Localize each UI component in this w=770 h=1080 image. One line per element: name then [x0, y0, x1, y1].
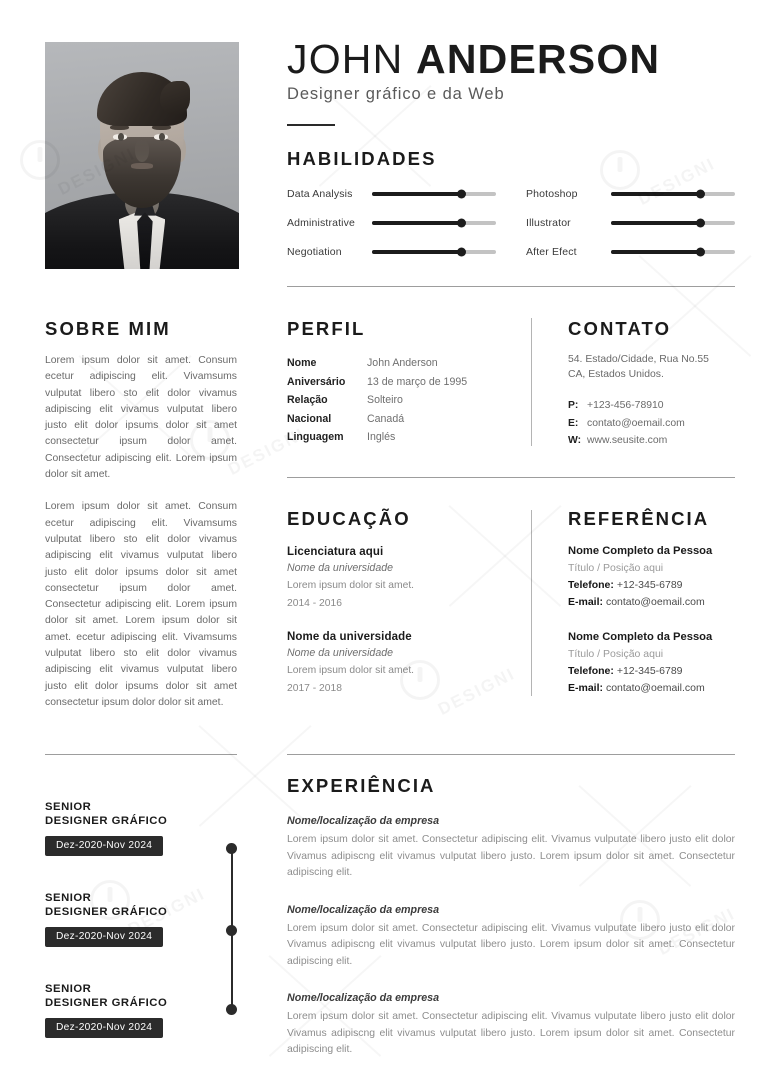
experience-company: Nome/localização da empresa — [287, 815, 440, 827]
skill-label: After Efect — [526, 246, 577, 258]
skill-bar — [611, 192, 735, 196]
timeline-entry — [45, 982, 240, 1038]
reference-phone — [568, 665, 753, 677]
education-description: Lorem ipsum dolor sit amet. — [287, 580, 415, 591]
contact-phone — [568, 397, 750, 415]
timeline-role-line-1: SENIOR — [45, 983, 92, 995]
timeline-dot — [226, 843, 237, 854]
address-line-1: 54. Estado/Cidade, Rua No.55 — [568, 354, 709, 365]
referencia-section — [568, 508, 753, 694]
portrait-illustration — [45, 42, 239, 269]
timeline-role-line-1: SENIOR — [45, 801, 92, 813]
skill-bar — [372, 221, 496, 225]
reference-phone-value: +12-345-6789 — [616, 665, 683, 677]
timeline-dot — [226, 925, 237, 936]
education-years: 2014 - 2016 — [287, 598, 342, 609]
contact-key: W: — [568, 435, 582, 446]
about-section — [45, 318, 237, 711]
experience-description: Lorem ipsum dolor sit amet. Consectetur adipiscing elit. Vivamus vulputate libero justo elit dolor Vivamus adipiscng elit vivamus vulputat libero justo. Lorem ipsum dolor sit amet. Consectetur adipiscing elit. — [287, 834, 735, 878]
first-name: JOHN — [287, 36, 404, 82]
divider-perfil-contato — [531, 318, 532, 446]
reference-email-label: E-mail: — [568, 682, 604, 694]
skill-marker — [457, 190, 466, 199]
perfil-row — [287, 428, 502, 447]
education-university: Nome da universidade — [287, 647, 393, 659]
perfil-heading: PERFIL — [287, 318, 366, 339]
experience-description: Lorem ipsum dolor sit amet. Consectetur adipiscing elit. Vivamus vulputate libero justo elit dolor Vivamus adipiscng elit vivamus vulputat libero justo. Lorem ipsum dolor sit amet. Consectetur adipiscing elit. — [287, 1011, 735, 1055]
timeline-role — [45, 891, 240, 919]
skills-section — [287, 148, 735, 258]
skill-item — [526, 217, 735, 229]
about-paragraph: Lorem ipsum dolor sit amet. Consum ecetur adipiscing elit. Vivamsums vulputat libero sto elit dolor vivamus adipiscing elit vivamus vulputat libero justo elit dolor ipsums dolor sit amet consectetur ipsum dolor amet. Consectetur adipiscing elit. Lorem ipsum dolor sit amet. Lorem ipsum dolor sit amet. ecetur adipiscing elit. Vivamsums vulputat libero sto elit dolor vivamus adipiscing elit vivamus vulputat libero justo elit dolor ipsums dolor sit amet consectetur ipsum dolor dolor sit amet. — [45, 501, 237, 708]
reference-name: Nome Completo da Pessoa — [568, 631, 713, 643]
last-name: ANDERSON — [416, 36, 661, 82]
skill-label: Photoshop — [526, 188, 578, 200]
divider-left-bottom — [45, 754, 237, 755]
contato-section — [568, 318, 750, 450]
education-entry — [287, 631, 502, 694]
contact-email — [568, 415, 750, 433]
skill-marker — [696, 219, 705, 228]
experiencia-heading: EXPERIÊNCIA — [287, 775, 436, 796]
perfil-row — [287, 373, 502, 392]
address-block — [568, 353, 750, 382]
experience-entry — [287, 992, 735, 1059]
timeline-role-line-2: DESIGNER GRÁFICO — [45, 906, 168, 918]
skill-item — [287, 246, 496, 258]
experience-description: Lorem ipsum dolor sit amet. Consectetur adipiscing elit. Vivamus vulputate libero justo elit dolor Vivamus adipiscng elit vivamus vulputat libero justo. Lorem ipsum dolor sit amet. Consectetur adipiscing elit. — [287, 922, 735, 967]
educacao-heading: EDUCAÇÃO — [287, 508, 411, 529]
skill-marker — [696, 190, 705, 199]
timeline-role-line-2: DESIGNER GRÁFICO — [45, 815, 168, 827]
skill-label: Illustrator — [526, 217, 571, 229]
contato-heading: CONTATO — [568, 318, 672, 339]
address-line-2: CA, Estados Unidos. — [568, 368, 664, 380]
reference-phone — [568, 579, 753, 591]
contact-value[interactable]: www.seusite.com — [587, 435, 668, 446]
skill-marker — [457, 219, 466, 228]
education-years: 2017 - 2018 — [287, 683, 342, 694]
timeline-entry — [45, 891, 240, 947]
reference-entry — [568, 631, 753, 694]
reference-role: Título / Posição aqui — [568, 562, 664, 574]
contact-key: E: — [568, 417, 579, 429]
reference-phone-label: Telefone: — [568, 579, 614, 591]
skills-grid — [287, 188, 735, 258]
perfil-key: Relação — [287, 394, 328, 406]
skill-item — [287, 188, 496, 200]
divider-top — [287, 286, 735, 287]
perfil-value: 13 de março de 1995 — [367, 375, 468, 388]
header-underline — [287, 124, 335, 126]
reference-name: Nome Completo da Pessoa — [568, 545, 713, 557]
education-university: Nome da universidade — [287, 562, 393, 574]
skill-bar — [372, 250, 496, 254]
skill-marker — [696, 248, 705, 257]
reference-email — [568, 596, 753, 608]
reference-email-value: contato@oemail.com — [605, 682, 705, 694]
perfil-value: Canadá — [367, 412, 405, 425]
about-paragraph: Lorem ipsum dolor sit amet. Consum ecetur adipiscing elit. Vivamsums vulputat libero sto elit dolor vivamus adipiscing elit vivamus vulputat libero justo elit dolor ipsums dolor sit amet consectetur ipsum dolor amet. Consectetur adipiscing elit. Lorem ipsum dolor sit amet. — [45, 355, 237, 481]
perfil-row — [287, 410, 502, 429]
perfil-key: Linguagem — [287, 431, 344, 443]
perfil-key: Nome — [287, 357, 317, 369]
reference-email-label: E-mail: — [568, 596, 604, 608]
about-heading: SOBRE MIM — [45, 318, 171, 339]
reference-email — [568, 682, 753, 694]
timeline-role — [45, 982, 240, 1010]
timeline-roles — [45, 800, 240, 1038]
skills-heading: HABILIDADES — [287, 148, 437, 169]
perfil-value: Inglés — [367, 431, 396, 443]
timeline-role — [45, 800, 240, 828]
perfil-row — [287, 354, 502, 373]
education-description: Lorem ipsum dolor sit amet. — [287, 665, 415, 676]
reference-entry — [568, 545, 753, 608]
timeline-period-badge: Dez-2020-Nov 2024 — [45, 836, 163, 856]
timeline-period-badge: Dez-2020-Nov 2024 — [45, 1018, 163, 1038]
timeline-period-badge: Dez-2020-Nov 2024 — [45, 927, 163, 947]
perfil-section — [287, 318, 502, 447]
perfil-key: Aniversário — [287, 375, 346, 388]
timeline-role-line-1: SENIOR — [45, 892, 92, 904]
reference-phone-value: +12-345-6789 — [616, 579, 683, 591]
reference-email-value: contato@oemail.com — [605, 596, 705, 608]
perfil-row — [287, 391, 502, 410]
divider-right-bottom — [287, 754, 735, 755]
experience-entry — [287, 904, 735, 971]
skill-label: Data Analysis — [287, 188, 353, 200]
contact-key: P: — [568, 400, 579, 411]
experience-company: Nome/localização da empresa — [287, 992, 440, 1004]
skill-marker — [457, 248, 466, 257]
contact-value[interactable]: contato@oemail.com — [587, 417, 685, 429]
skill-item — [287, 217, 496, 229]
job-title: Designer gráfico e da Web — [287, 85, 505, 103]
skill-label: Negotiation — [287, 246, 342, 258]
skill-bar — [372, 192, 496, 196]
experiencia-section — [287, 775, 735, 1059]
page-title — [287, 36, 660, 82]
timeline-entry — [45, 800, 240, 856]
perfil-value: Solteiro — [367, 394, 403, 406]
perfil-key: Nacional — [287, 412, 332, 425]
skill-bar — [611, 250, 735, 254]
education-degree: Nome da universidade — [287, 631, 412, 643]
contact-list — [568, 397, 750, 450]
skill-item — [526, 188, 735, 200]
experience-company: Nome/localização da empresa — [287, 903, 440, 916]
skill-label: Administrative — [287, 217, 356, 229]
timeline-role-line-2: DESIGNER GRÁFICO — [45, 997, 168, 1009]
education-degree: Licenciatura aqui — [287, 546, 384, 558]
divider-middle — [287, 477, 735, 478]
experience-entry — [287, 815, 735, 882]
perfil-value: John Anderson — [367, 357, 438, 369]
divider-educacao-referencia — [531, 510, 532, 696]
skill-bar — [611, 221, 735, 225]
contact-value[interactable]: +123-456-78910 — [587, 400, 664, 411]
timeline-dot — [226, 1004, 237, 1015]
reference-role: Título / Posição aqui — [568, 648, 664, 660]
header-name-block — [287, 36, 660, 126]
profile-photo — [45, 42, 239, 269]
reference-phone-label: Telefone: — [568, 665, 614, 677]
referencia-heading: REFERÊNCIA — [568, 508, 710, 529]
education-entry — [287, 546, 502, 609]
educacao-section — [287, 508, 502, 694]
skill-item — [526, 246, 735, 258]
contact-website — [568, 432, 750, 450]
